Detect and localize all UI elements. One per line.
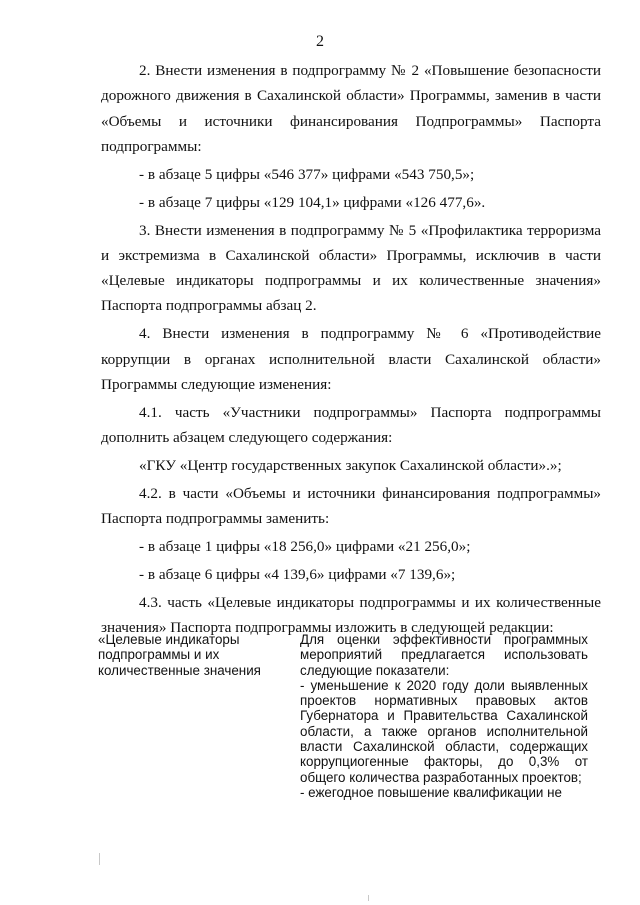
indicator-item: - ежегодное повышение квалификации не bbox=[300, 784, 562, 800]
list-item-paragraph-6: - в абзаце 6 цифры «4 139,6» цифрами «7 139,6»; bbox=[139, 565, 456, 583]
list-item-paragraph-1: - в абзаце 1 цифры «18 256,0» цифрами «21 256,0»; bbox=[139, 538, 471, 556]
indicator-item: - уменьшение к 2020 году доли выявленных проектов нормативных правовых актов Губернатора и Правительства Сахалинской области, а также органов исполнительной власти Сахалинской области, содержащих коррупциогенные факторы, до 0,3% от общего количества разработанных проектов; bbox=[300, 677, 588, 785]
paragraph-4-1: 4.1. часть «Участники подпрограммы» Паспорта подпрограммы дополнить абзацем следующего содержания: bbox=[101, 403, 601, 447]
scan-speck bbox=[368, 895, 369, 901]
paragraph-amend-subprogram-6: 4. Внести изменения в подпрограмму № 6 «Противодействие коррупции в органах исполнительной власти Сахалинской области» Программы следующие изменения: bbox=[101, 325, 601, 393]
passport-table bbox=[98, 632, 588, 800]
paragraph-amend-subprogram-2: 2. Внести изменения в подпрограмму № 2 «Повышение безопасности дорожного движения в Сахалинской области» Программы, заменив в части «Объемы и источники финансирования Подпрограммы» Паспорта подпрограммы: bbox=[101, 62, 601, 155]
indicator-intro: Для оценки эффективности программных мероприятий предлагается использовать следующие показатели: bbox=[300, 632, 588, 678]
paragraph-4-3: 4.3. часть «Целевые индикаторы подпрограммы и их количественные значения» Паспорта подпрограммы изложить в следующей редакции: bbox=[101, 593, 601, 637]
list-item-paragraph-5: - в абзаце 5 цифры «546 377» цифрами «543 750,5»; bbox=[139, 165, 475, 183]
passport-label-cell: «Целевые индикаторы подпрограммы и их количественные значения bbox=[98, 632, 261, 678]
paragraph-amend-subprogram-5: 3. Внести изменения в подпрограмму № 5 «Профилактика терроризма и экстремизма в Сахалинской области» Программы, исключив в части «Целевые индикаторы подпрограммы и их количественные значения» Паспорта подпрограммы абзац 2. bbox=[101, 221, 601, 315]
page-number: 2 bbox=[316, 33, 324, 50]
scan-speck bbox=[99, 853, 100, 865]
document-body bbox=[101, 58, 601, 643]
list-item-paragraph-7: - в абзаце 7 цифры «129 104,1» цифрами «126 477,6». bbox=[139, 193, 486, 211]
paragraph-4-2: 4.2. в части «Объемы и источники финансирования подпрограммы» Паспорта подпрограммы заменить: bbox=[101, 484, 601, 528]
passport-value-cell bbox=[300, 632, 588, 800]
quoted-addition: «ГКУ «Центр государственных закупок Сахалинской области».»; bbox=[139, 457, 562, 475]
